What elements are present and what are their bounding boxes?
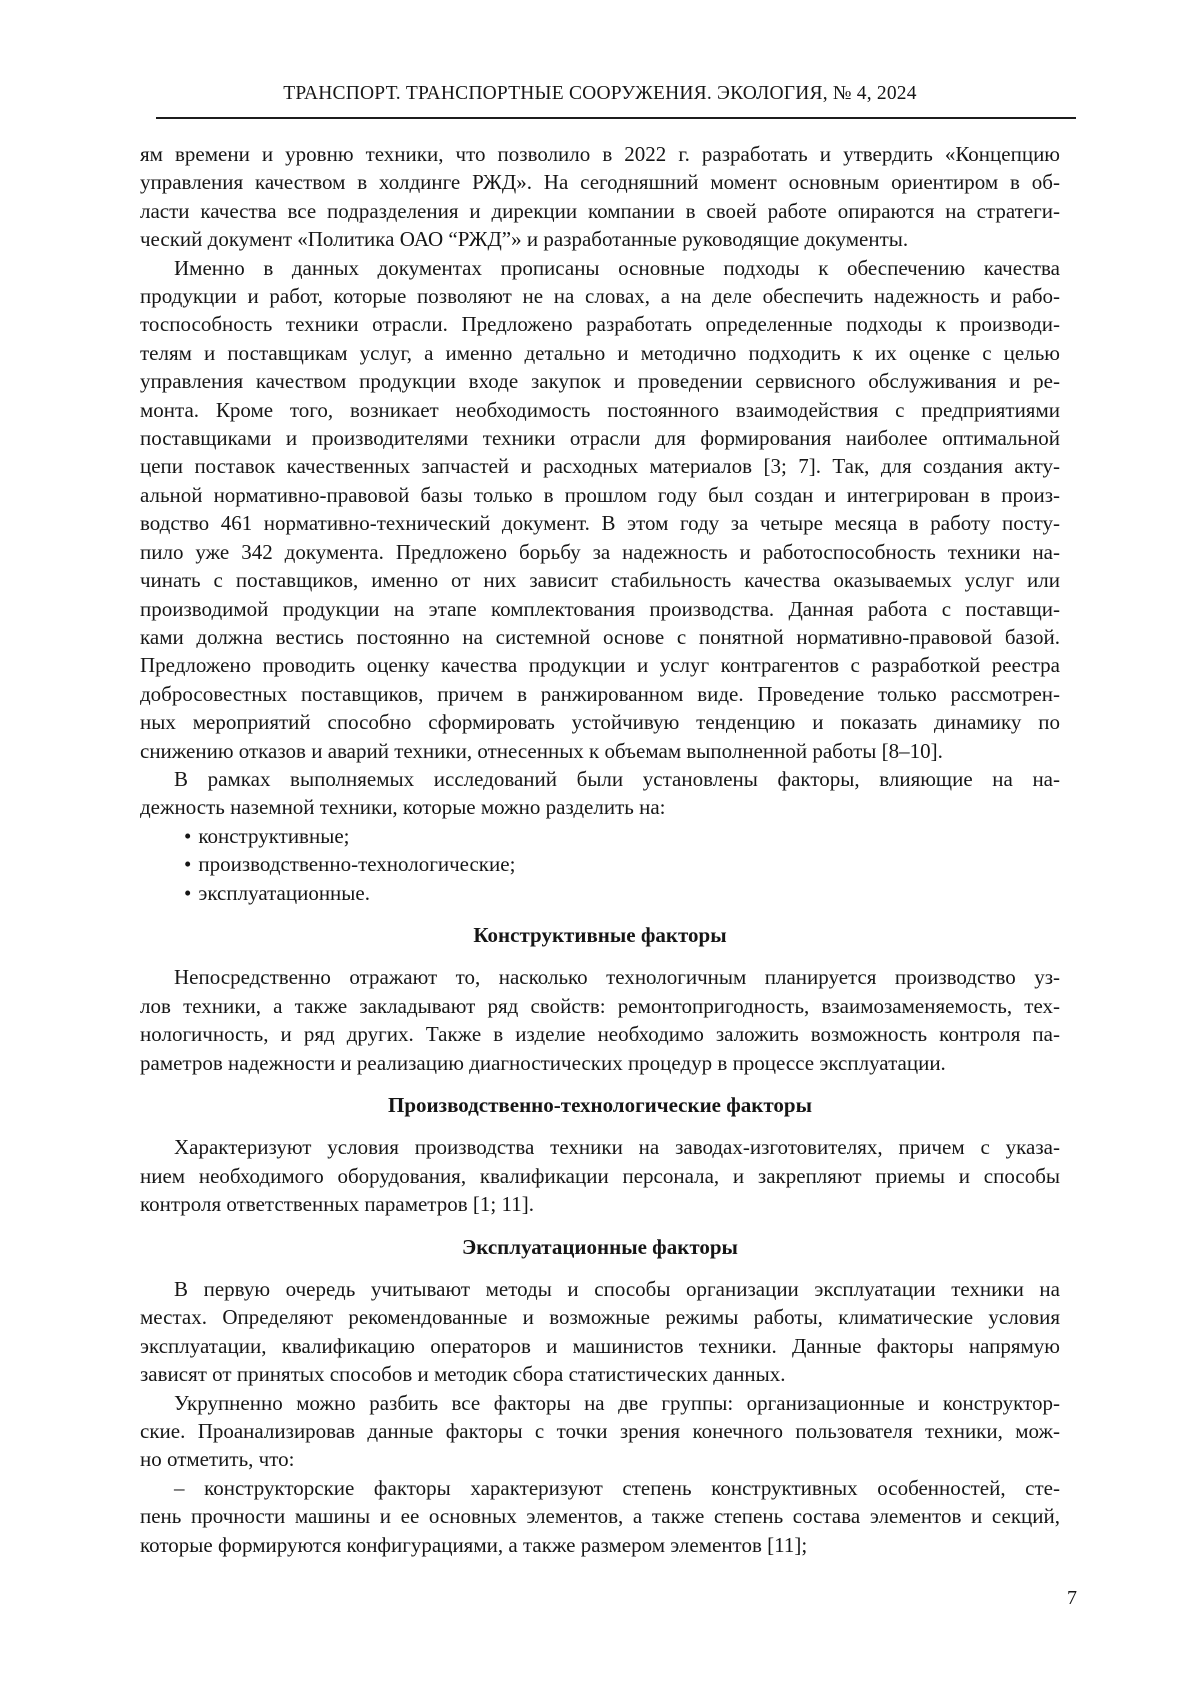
bullet-item: [140, 822, 1060, 850]
paragraph-line: телям и поставщикам услуг, а именно детально и методично подходить к их оценке с целью: [140, 340, 1060, 365]
paragraph-line: Предложено проводить оценку качества продукции и услуг контрагентов с разработкой реестра: [140, 653, 1060, 678]
section-heading: Производственно-технологические факторы: [388, 1093, 812, 1117]
paragraph-line: раметров надежности и реализацию диагностических процедур в процессе эксплуатации.: [140, 1050, 946, 1075]
paragraph-line: цепи поставок качественных запчастей и расходных материалов [3; 7]. Так, для создания акту-: [140, 454, 1060, 479]
paragraph-line: альной нормативно-правовой базы только в прошлом году был создан и интегрирован в произ-: [140, 482, 1060, 507]
paragraph-line: эксплуатации, квалификацию операторов и машинистов техники. Данные факторы напрямую: [140, 1333, 1060, 1358]
paragraph-line: Укрупненно можно разбить все факторы на две группы: организационные и конструктор-: [174, 1390, 1060, 1415]
bullet-icon: •: [184, 880, 192, 905]
paragraph-line: снижению отказов и аварий техники, отнесенных к объемам выполненной работы [8–10].: [140, 738, 943, 763]
paragraph-line: контроля ответственных параметров [1; 11].: [140, 1192, 534, 1217]
paragraph-line: управления качеством продукции входе закупок и проведении сервисного обслуживания и ре-: [140, 369, 1060, 394]
paragraph-line: нологичность, и ряд других. Также в изделие необходимо заложить возможность контроля па-: [140, 1022, 1060, 1047]
paragraph-line: управления качеством в холдинге РЖД». На сегодняшний момент основным ориентиром в об-: [140, 170, 1060, 195]
page-body: [140, 140, 1060, 1559]
paragraph-line: монта. Кроме того, возникает необходимость постоянного взаимодействия с предприятиями: [140, 397, 1060, 422]
paragraph-line: ческий документ «Политика ОАО “РЖД”» и разработанные руководящие документы.: [140, 227, 909, 252]
journal-running-head: ТРАНСПОРТ. ТРАНСПОРТНЫЕ СООРУЖЕНИЯ. ЭКОЛОГИЯ, № 4, 2024: [283, 83, 917, 104]
paragraph-line: но отметить, что:: [140, 1447, 295, 1472]
paragraph-line: зависят от принятых способов и методик сбора статистических данных.: [140, 1362, 786, 1387]
paragraph-line: дежность наземной техники, которые можно разделить на:: [140, 795, 666, 820]
paragraph-line: водство 461 нормативно-технический документ. В этом году за четыре месяца в работу посту-: [140, 511, 1060, 536]
paragraph-line: тоспособность техники отрасли. Предложено разработать определенные подходы к производи-: [140, 312, 1060, 337]
bullet-icon: •: [184, 823, 192, 848]
paragraph-line: продукции и работ, которые позволяют не на словах, а на деле обеспечить надежность и рабо-: [140, 284, 1060, 309]
paragraph-line: Непосредственно отражают то, насколько технологичным планируется производство уз-: [174, 965, 1060, 990]
paragraph-line: ласти качества все подразделения и дирекции компании в своей работе опираются на стратеги-: [140, 198, 1060, 223]
paragraph-line: местах. Определяют рекомендованные и возможные режимы работы, климатические условия: [140, 1305, 1060, 1330]
paragraph-line: – конструкторские факторы характеризуют степень конструктивных особенностей, сте-: [174, 1475, 1060, 1500]
bullet-text: эксплуатационные.: [198, 880, 370, 905]
paragraph-line: которые формируются конфигурациями, а также размером элементов [11];: [140, 1532, 808, 1557]
bullet-text: производственно-технологические;: [198, 852, 516, 877]
paragraph-line: ных мероприятий способно сформировать устойчивую тенденцию и показать динамику по: [140, 710, 1060, 735]
section-heading: Конструктивные факторы: [473, 922, 727, 947]
bullet-text: конструктивные;: [198, 823, 350, 848]
section-heading: Эксплуатационные факторы: [462, 1234, 738, 1259]
paragraph-line: поставщиками и производителями техники отрасли для формирования наиболее оптимальной: [140, 426, 1060, 451]
page-number: 7: [1067, 1587, 1077, 1609]
paragraph-line: пень прочности машины и ее основных элементов, а также степень состава элементов и секций,: [140, 1504, 1060, 1529]
paragraph-line: Характеризуют условия производства техники на заводах-изготовителях, причем с указа-: [174, 1135, 1060, 1160]
bullet-icon: •: [184, 852, 192, 877]
header-rule: [156, 117, 1076, 119]
paragraph-line: ками должна вестись постоянно на системной основе с понятной нормативно-правовой базой.: [140, 624, 1060, 649]
paragraph-line: ские. Проанализировав данные факторы с точки зрения конечного пользователя техники, мож-: [140, 1419, 1060, 1444]
paragraph-line: В первую очередь учитывают методы и способы организации эксплуатации техники на: [174, 1277, 1060, 1302]
bullet-item: [140, 879, 1060, 907]
paragraph-line: нием необходимого оборудования, квалификации персонала, и закрепляют приемы и способы: [140, 1163, 1060, 1188]
paragraph-line: лов техники, а также закладывают ряд свойств: ремонтопригодность, взаимозаменяемость, тех-: [140, 993, 1060, 1018]
paragraph-line: пило уже 342 документа. Предложено борьбу за надежность и работоспособность техники на-: [140, 539, 1060, 564]
bullet-item: [140, 850, 1060, 878]
paragraph-line: Именно в данных документах прописаны основные подходы к обеспечению качества: [174, 255, 1060, 280]
paragraph-line: В рамках выполняемых исследований были установлены факторы, влияющие на на-: [174, 766, 1060, 791]
paragraph-line: ям времени и уровню техники, что позволило в 2022 г. разработать и утвердить «Концепцию: [140, 142, 1060, 166]
paragraph-line: добросовестных поставщиков, причем в ранжированном виде. Проведение только рассмотрен-: [140, 681, 1060, 706]
paragraph-line: производимой продукции на этапе комплектования производства. Данная работа с поставщи-: [140, 596, 1060, 621]
paragraph-line: чинать с поставщиков, именно от них зависит стабильность качества оказываемых услуг или: [140, 568, 1060, 593]
